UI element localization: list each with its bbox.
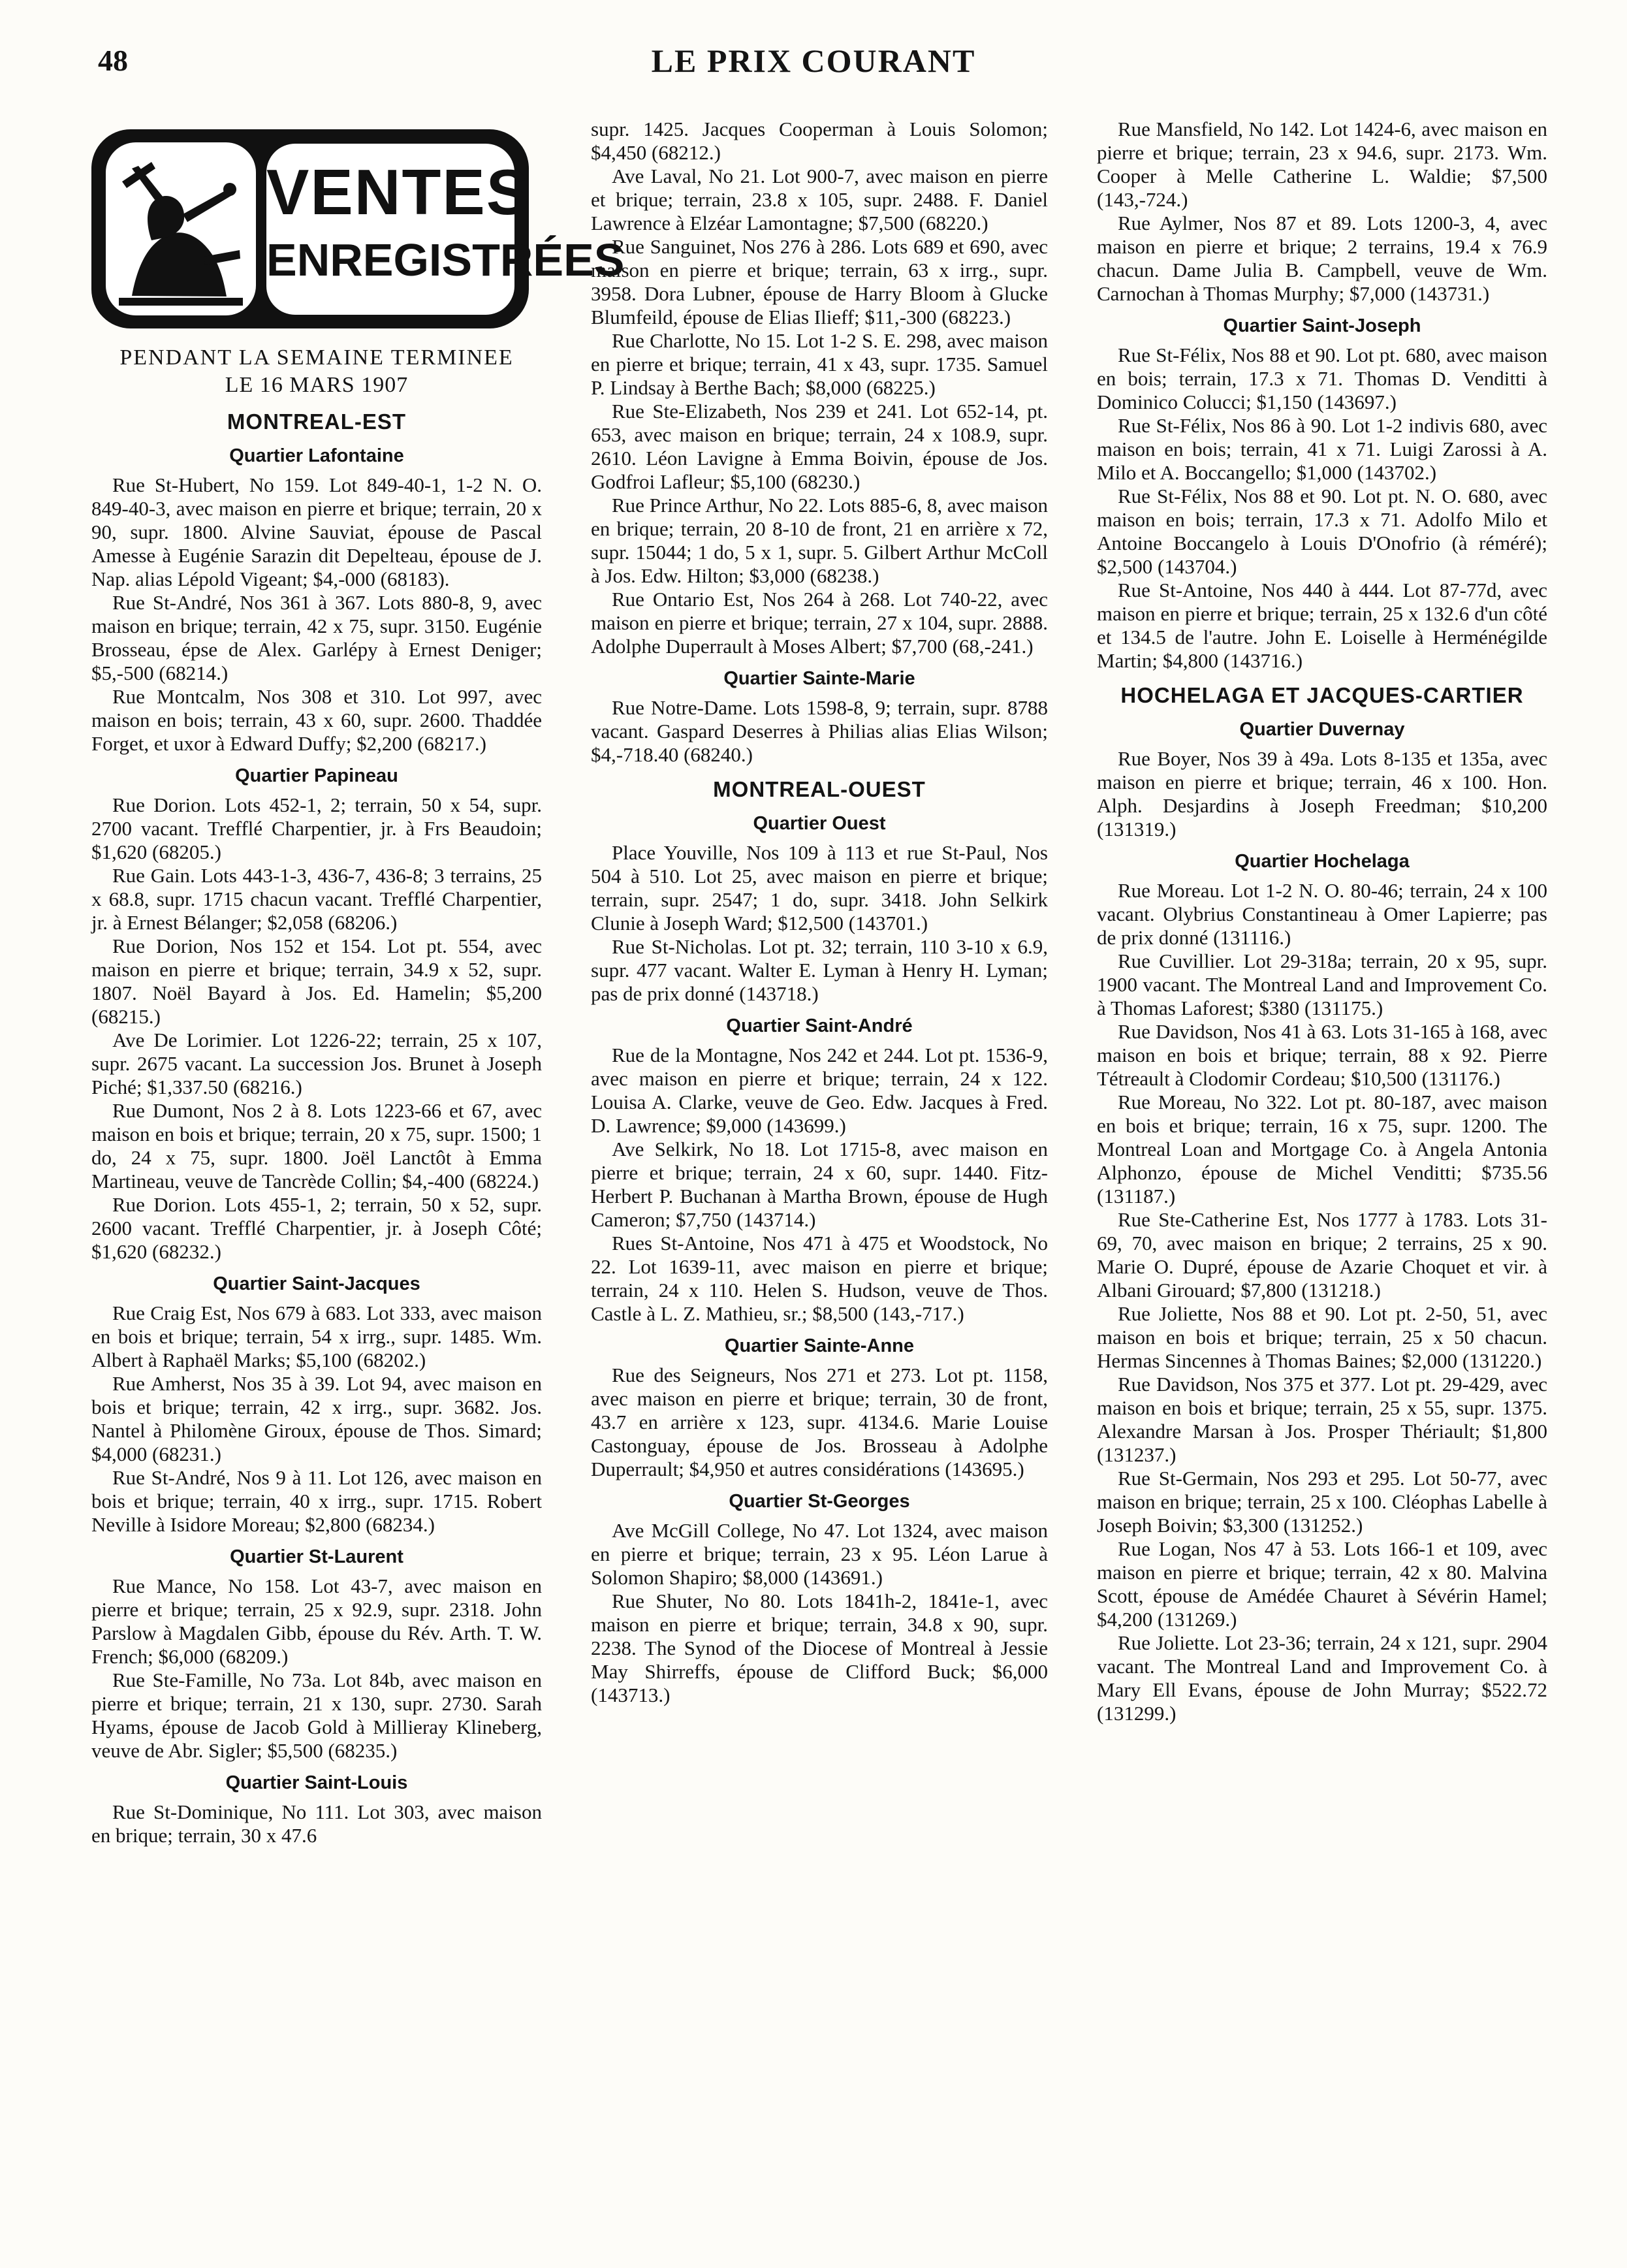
logo-line-enregistrees: ENREGISTRÉES [266, 234, 625, 285]
sale-entry: Rue St-André, Nos 361 à 367. Lots 880-8, 9, avec maison en brique; terrain, 42 x 75, supr. 3150. Eugénie Brosseau, épse de Alex. Garlépy à Ernest Deniger; $5,-500 (68214.) [91, 591, 542, 684]
column-2-content [591, 118, 1048, 1707]
quarter-heading: Quartier St-Georges [729, 1491, 910, 1512]
sale-entry: Rue St-André, Nos 9 à 11. Lot 126, avec maison en bois et brique; terrain, 40 x irrg., supr. 1715. Robert Neville à Isidore Moreau; $2,800 (68234.) [91, 1466, 542, 1536]
sale-entry: Rue Joliette. Lot 23-36; terrain, 24 x 121, supr. 2904 vacant. The Montreal Land and Improvement Co. à Mary Ell Evans, épouse de John Murray; $522.72 (131299.) [1097, 1631, 1547, 1725]
sale-entry: Rue des Seigneurs, Nos 271 et 273. Lot pt. 1158, avec maison en pierre et brique; terrain, 30 de front, 43.7 en arrière x 123, supr. 4134.6. Marie Louise Castonguay, épouse de Jos. Brosseau à Adolphe Duperrault; $4,950 et autres considérations (143695.) [591, 1364, 1048, 1480]
sale-entry: Rue Charlotte, No 15. Lot 1-2 S. E. 298, avec maison en pierre et brique; terrain, 41 x 43, supr. 1735. Samuel P. Lindsay à Berthe Bach; $8,000 (68225.) [591, 329, 1048, 399]
sale-entry: Rue Gain. Lots 443-1-3, 436-7, 436-8; 3 terrains, 25 x 68.8, supr. 1715 chacun vacant. Trefflé Charpentier, jr. à Ernest Bélanger; $2,058 (68206.) [91, 864, 542, 934]
sale-entry: Rue Ste-Famille, No 73a. Lot 84b, avec maison en pierre et brique; terrain, 21 x 130, supr. 2730. Sarah Hyams, épouse de Jacob Gold à Millieray Klineberg, veuve de Abr. Sigler; $5,500 (68235.) [91, 1669, 542, 1762]
sale-entry: Rue St-Germain, Nos 293 et 295. Lot 50-77, avec maison en brique; terrain, 25 x 100. Cléophas Labelle à Joseph Boivin; $3,300 (131252.) [1097, 1467, 1547, 1537]
quarter-heading: Quartier Saint-Jacques [213, 1273, 420, 1294]
page-header [0, 39, 1627, 91]
sale-entry: Rue Ste-Elizabeth, Nos 239 et 241. Lot 652-14, pt. 653, avec maison en brique; terrain, 24 x 108.9, supr. 2610. Léon Lavigne à Emma Boivin, épouse de Jos. Godfroi Lafleur; $5,100 (68230.) [591, 400, 1048, 493]
sale-entry: Rue Moreau, No 322. Lot pt. 80-187, avec maison en bois et brique; terrain, 16 x 75, supr. 1200. The Montreal Loan and Mortgage Co. à Angela Antonia Alphonzo, épouse de Michel Venditti; $735.56 (131187.) [1097, 1091, 1547, 1207]
district-heading: HOCHELAGA ET JACQUES-CARTIER [1120, 683, 1524, 707]
quarter-heading: Quartier Papineau [235, 765, 398, 786]
sale-entry: Rue Moreau. Lot 1-2 N. O. 80-46; terrain, 24 x 100 vacant. Olybrius Constantineau à Omer Lapierre; pas de prix donné (131116.) [1097, 879, 1547, 949]
sale-entry: Rue Cuvillier. Lot 29-318a; terrain, 20 x 95, supr. 1900 vacant. The Montreal Land and Improvement Co. à Thomas Laforest; $380 (131175.) [1097, 950, 1547, 1019]
sale-entry: Rue Joliette, Nos 88 et 90. Lot pt. 2-50, 51, avec maison en bois et brique; terrain, 25 x 50 chacun. Hermas Sincennes à Thomas Baines; $2,000 (131220.) [1097, 1302, 1547, 1372]
sale-entry: Rue Mance, No 158. Lot 43-7, avec maison en pierre et brique; terrain, 25 x 92.9, supr. 2318. John Parslow à Magdalen Gibb, épouse du Rév. Arth. T. W. French; $6,000 (68209.) [91, 1574, 542, 1668]
sale-entry: Rue St-Félix, Nos 88 et 90. Lot pt. 680, avec maison en bois; terrain, 17.3 x 71. Thomas D. Venditti à Dominico Colucci; $1,150 (143697.) [1097, 343, 1547, 413]
page-number: 48 [98, 44, 128, 77]
sale-entry: Rue Aylmer, Nos 87 et 89. Lots 1200-3, 4, avec maison en pierre et brique; 2 terrains, 19.4 x 76.9 chacun. Dame Julia B. Campbell, veuve de Wm. Carnochan à Thomas Murphy; $7,000 (143731.) [1097, 212, 1547, 305]
sale-entry: Rue Montcalm, Nos 308 et 310. Lot 997, avec maison en bois; terrain, 43 x 60, supr. 2600. Thaddée Forget, et uxor à Edward Duffy; $2,200 (68217.) [91, 685, 542, 755]
column-2 [591, 118, 1048, 1707]
column-3-content [1097, 118, 1547, 1725]
sale-entry: Place Youville, Nos 109 à 113 et rue St-Paul, Nos 504 à 510. Lot 25, avec maison en pierre et brique; terrain, supr. 2547; 1 do, supr. 3418. John Selkirk Clunie à Joseph Ward; $12,500 (143701.) [591, 841, 1048, 934]
sale-entry: Ave Laval, No 21. Lot 900-7, avec maison en pierre et brique; terrain, 23.8 x 105, supr. 2488. F. Daniel Lawrence à Elzéar Lamontagne; $7,500 (68220.) [591, 165, 1048, 234]
sale-entry: Rue St-Félix, Nos 88 et 90. Lot pt. N. O. 680, avec maison en bois; terrain, 17.3 x 71. Adolfo Milo et Antoine Boccangelo à Louis D'Onofrio (à réméré); $2,500 (143704.) [1097, 485, 1547, 578]
sale-entry: Rue Notre-Dame. Lots 1598-8, 9; terrain, supr. 8788 vacant. Gaspard Deserres à Philias alias Elias Wilson; $4,-718.40 (68240.) [591, 696, 1048, 766]
sale-entry: Rue Shuter, No 80. Lots 1841h-2, 1841e-1, avec maison en pierre et brique; terrain, 34.8 x 90, supr. 2238. The Synod of the Diocese of Montreal à Jessie May Shirreffs, épouse de Clifford Buck; $6,000 (143713.) [591, 1589, 1048, 1706]
sale-entry: Rue St-Félix, Nos 86 à 90. Lot 1-2 indivis 680, avec maison en bois; terrain, 41 x 71. Luigi Zarossi à A. Milo et A. Boccangello; $1,000 (143702.) [1097, 414, 1547, 484]
quarter-heading: Quartier Ouest [753, 813, 886, 834]
sale-entry: Rue St-Nicholas. Lot pt. 32; terrain, 110 3-10 x 6.9, supr. 477 vacant. Walter E. Lyman à Henry H. Lyman; pas de prix donné (143718.) [591, 935, 1048, 1005]
sale-entry: Rue Dorion. Lots 452-1, 2; terrain, 50 x 54, supr. 2700 vacant. Trefflé Charpentier, jr. à Frs Beaudoin; $1,620 (68205.) [91, 793, 542, 863]
column-1 [91, 118, 625, 1847]
quarter-heading: Quartier Saint-Joseph [1223, 315, 1421, 336]
sale-entry: Rue Sanguinet, Nos 276 à 286. Lots 689 et 690, avec maison en pierre et brique; terrain, 63 x irrg., supr. 3958. Dora Lubner, épouse de Harry Bloom à Glucke Blumfeild, épouse de Elias Ilieff; $11,-300 (68223.) [591, 235, 1048, 328]
quarter-heading: Quartier Duvernay [1239, 719, 1405, 740]
sale-entry: Rue de la Montagne, Nos 242 et 244. Lot pt. 1536-9, avec maison en pierre et brique; terrain, 24 x 122. Louisa A. Clarke, veuve de Geo. Edw. Jacques à Fred. D. Lawrence; $9,000 (143699.) [591, 1044, 1048, 1137]
quarter-heading: Quartier Lafontaine [229, 445, 404, 466]
district-heading: MONTREAL-EST [227, 409, 407, 434]
sale-entry: Rue Mansfield, No 142. Lot 1424-6, avec maison en pierre et brique; terrain, 23 x 94.6, supr. 2173. Wm. Cooper à Melle Catherine L. Waldie; $7,500 (143,-724.) [1097, 118, 1547, 211]
sale-entry: supr. 1425. Jacques Cooperman à Louis Solomon; $4,450 (68212.) [591, 118, 1048, 164]
sale-entry: Ave McGill College, No 47. Lot 1324, avec maison en pierre et brique; terrain, 23 x 95. Léon Larue à Solomon Shapiro; $8,000 (143691.) [591, 1519, 1048, 1589]
running-title: LE PRIX COURANT [651, 42, 976, 79]
sale-entry: Ave Selkirk, No 18. Lot 1715-8, avec maison en pierre et brique; terrain, 24 x 60, supr. 1440. Fitz-Herbert P. Buchanan à Martha Brown, épouse de Hugh Cameron; $7,750 (143714.) [591, 1138, 1048, 1231]
week-date: LE 16 MARS 1907 [225, 373, 409, 397]
writing-figure-icon [106, 142, 256, 315]
sale-entry: Rue Prince Arthur, No 22. Lots 885-6, 8, avec maison en brique; terrain, 20 8-10 de front, 21 en arrière x 72, supr. 15044; 1 do, 5 x 1, supr. 5. Gilbert Arthur McColl à Jos. Edw. Hilton; $3,000 (68238.) [591, 494, 1048, 587]
sale-entry: Ave De Lorimier. Lot 1226-22; terrain, 25 x 107, supr. 2675 vacant. La succession Jos. Brunet à Joseph Piché; $1,337.50 (68216.) [91, 1029, 542, 1098]
district-heading: MONTREAL-OUEST [713, 777, 926, 801]
sale-entry: Rue Amherst, Nos 35 à 39. Lot 94, avec maison en bois et brique; terrain, 42 x irrg., supr. 3682. Jos. Nantel à Philomène Giroux, épouse de Thos. Simard; $4,000 (68231.) [91, 1372, 542, 1465]
sale-entry: Rue St-Antoine, Nos 440 à 444. Lot 87-77d, avec maison en pierre et brique; terrain, 25 x 132.6 d'un côté et 134.5 de l'autre. John E. Loiselle à Herménégilde Martin; $4,800 (143716.) [1097, 579, 1547, 672]
sale-entry: Rue Logan, Nos 47 à 53. Lots 166-1 et 109, avec maison en pierre et brique; terrain, 42 x 80. Malvina Scott, épouse de Amédée Chauret à Sévérin Hamel; $4,200 (131269.) [1097, 1537, 1547, 1631]
sale-entry: Rue Davidson, Nos 375 et 377. Lot pt. 29-429, avec maison en bois et brique; terrain, 25 x 55, supr. 1375. Alexandre Marsan à Jos. Prosper Thériault; $1,800 (131237.) [1097, 1373, 1547, 1466]
quarter-heading: Quartier Sainte-Anne [724, 1335, 915, 1356]
sale-entry: Rue Dorion, Nos 152 et 154. Lot pt. 554, avec maison en pierre et brique; terrain, 34.9 x 52, supr. 1807. Noël Bayard à Jos. Ed. Hamelin; $5,200 (68215.) [91, 934, 542, 1028]
column-1-content [91, 408, 542, 1847]
week-heading: PENDANT LA SEMAINE TERMINEE [119, 345, 514, 370]
sale-entry: Rue Ste-Catherine Est, Nos 1777 à 1783. Lots 31-69, 70, avec maison en brique; 2 terrains, 25 x 90. Marie O. Dupré, épouse de Azarie Choquet et vir. à Albani Girouard; $7,800 (131218.) [1097, 1208, 1547, 1302]
sale-entry: Rue Boyer, Nos 39 à 49a. Lots 8-135 et 135a, avec maison en pierre et brique; terrain, 46 x 100. Hon. Alph. Desjardins à Joseph Freedman; $10,200 (131319.) [1097, 747, 1547, 840]
quarter-heading: Quartier Hochelaga [1235, 851, 1410, 872]
sale-entry: Rue Davidson, Nos 41 à 63. Lots 31-165 à 168, avec maison en bois et brique; terrain, 88 x 92. Pierre Tétreault à Clodomir Cordeau; $10,500 (131176.) [1097, 1020, 1547, 1090]
ventes-logo [91, 129, 625, 328]
sale-entry: Rue Ontario Est, Nos 264 à 268. Lot 740-22, avec maison en pierre et brique; terrain, 27 x 104, supr. 2888. Adolphe Duperrault à Moses Albert; $7,700 (68,-241.) [591, 588, 1048, 658]
sale-entry: Rue St-Dominique, No 111. Lot 303, avec maison en brique; terrain, 30 x 47.6 [91, 1800, 542, 1847]
sale-entry: Rues St-Antoine, Nos 471 à 475 et Woodstock, No 22. Lot 1639-11, avec maison en pierre et brique; terrain, 24 x 110. Helen S. Hudson, veuve de Thos. Castle à L. Z. Mathieu, sr.; $8,500 (143,-717.) [591, 1232, 1048, 1325]
sale-entry: Rue Craig Est, Nos 679 à 683. Lot 333, avec maison en bois et brique; terrain, 54 x irrg., supr. 1485. Wm. Albert à Raphaël Marks; $5,100 (68202.) [91, 1302, 542, 1371]
logo-line-ventes: VENTES [266, 156, 531, 228]
column-3 [1097, 118, 1547, 1725]
sale-entry: Rue St-Hubert, No 159. Lot 849-40-1, 1-2 N. O. 849-40-3, avec maison en pierre et brique; terrain, 20 x 90, supr. 1800. Alvine Sauviat, épouse de Pascal Amesse à Eugénie Sarazin dit Depelteau, épouse de J. Nap. alias Lépold Vigeant; $4,-000 (68183). [91, 473, 542, 590]
sale-entry: Rue Dorion. Lots 455-1, 2; terrain, 50 x 52, supr. 2600 vacant. Trefflé Charpentier, jr. à Joseph Côté; $1,620 (68232.) [91, 1193, 542, 1263]
quarter-heading: Quartier Saint-Louis [225, 1772, 408, 1793]
sale-entry: Rue Dumont, Nos 2 à 8. Lots 1223-66 et 67, avec maison en bois et brique; terrain, 20 x 75, supr. 1500; 1 do, 24 x 75, supr. 1800. Joël Lanctôt à Emma Martineau, veuve de Tancrède Collin; $4,-400 (68224.) [91, 1099, 542, 1192]
quarter-heading: Quartier St-Laurent [230, 1546, 403, 1567]
quarter-heading: Quartier Sainte-Marie [723, 668, 915, 689]
quarter-heading: Quartier Saint-André [726, 1015, 913, 1036]
